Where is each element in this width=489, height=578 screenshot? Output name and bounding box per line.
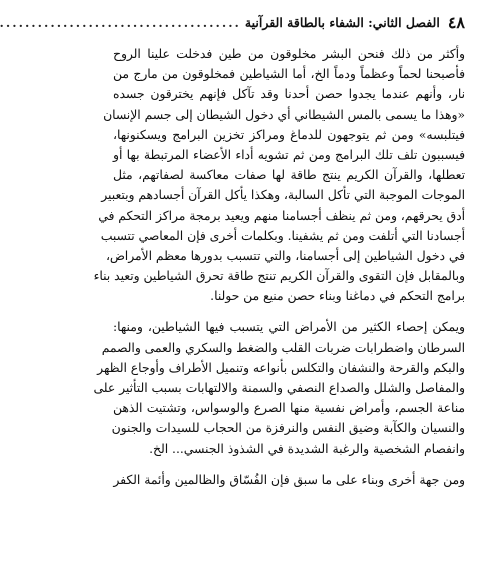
- text-line: فأصبحنا لحماً وعظماً ودماً الخ، أما الشياطين فمخلوقون من مارج من: [113, 67, 465, 82]
- text-line: وبالمقابل فإن التقوى والقرآن الكريم تنتج طاقة تحرق الشياطين وتعيد بناء: [93, 269, 465, 284]
- text-line: والنسيان والكآبة وضيق النفس والنرفزة من الحجاب للسيدات والجنون: [111, 421, 465, 436]
- header-dot-leader: ......................................: [0, 14, 241, 30]
- text-line: نار، وأنهم عندما يجدوا حصن أحدنا وقد تآكل فإنهم يخترقون جسده: [113, 87, 465, 102]
- text-line: أدق يحرقهم، ومن ثم ينظف أجسامنا منهم ويعيد برمجة مراكز التحكم في: [98, 208, 465, 223]
- text-line: «وهذا ما يسمى بالمس الشيطاني أي دخول الشيطان إلى جسم الإنسان: [103, 107, 465, 122]
- text-line: وأكثر من ذلك فنحن البشر مخلوقون من طين فدخلت علينا الروح: [113, 47, 465, 61]
- text-line: برامج التحكم في دماغنا وبناء حصن منيع من حولنا.: [210, 289, 465, 304]
- text-line: الموجات الموجبة التي تأكل السالبة، وهكذا يأكل القرآن أجسادهم وبتعبير: [101, 188, 465, 203]
- text-line: والمفاصل والشلل والصداع النصفي والسمنة والالتهابات بسبب التأثير على: [93, 381, 465, 395]
- page-number: ٤٨: [447, 12, 465, 32]
- page-header: [0, 10, 465, 34]
- text-line: السرطان واضطرابات ضربات القلب والضغط والسكري والعمى والصمم: [101, 340, 465, 355]
- paragraph-2: [93, 317, 465, 458]
- text-line: في دخول الشياطين إلى أجسامنا، والتي تتسبب بدورها معظم الأمراض،: [105, 248, 465, 263]
- text-line: فيتلبسه» ومن ثم يتوجهون للدماغ ومراكز تخزين البرامج ويسكنونها،: [113, 127, 465, 142]
- text-line: والبكم والقرحة والنشفان والتكلس بأنواعه وتنميل الأطراف وأوجاع الظهر: [97, 360, 465, 375]
- text-line: ويمكن إحصاء الكثير من الأمراض التي يتسبب فيها الشياطين، ومنها:: [113, 320, 465, 335]
- paragraph-3: [113, 470, 465, 490]
- text-line: أجسادنا التي أتلفت ومن ثم يشفينا. وبكلمات أخرى فإن المعاصي تتسبب: [100, 228, 465, 243]
- text-line: فيسببون تلف تلك البرامج ومن ثم تشويه أداء الأعضاء المرتبطة بها أو: [113, 147, 465, 162]
- text-line: وانفصام الشخصية والرغبة الشديدة في الشذوذ الجنسي... الخ.: [149, 441, 465, 456]
- text-line: تعطلها، والقرآن الكريم ينتج طاقة لها صفات معاكسة لصفاتهم، مثل: [113, 168, 465, 183]
- text-line: ومن جهة أخرى وبناء على ما سبق فإن الفُسّاق والظالمين وأئمة الكفر: [113, 472, 465, 487]
- paragraph-1: [93, 44, 465, 306]
- text-line: مناعة الجسم، وأمراض نفسية منها الصرع والوسواس، وتشتيت الذهن: [113, 401, 465, 416]
- chapter-title: الفصل الثاني: الشفاء بالطاقة القرآنية: [244, 14, 440, 30]
